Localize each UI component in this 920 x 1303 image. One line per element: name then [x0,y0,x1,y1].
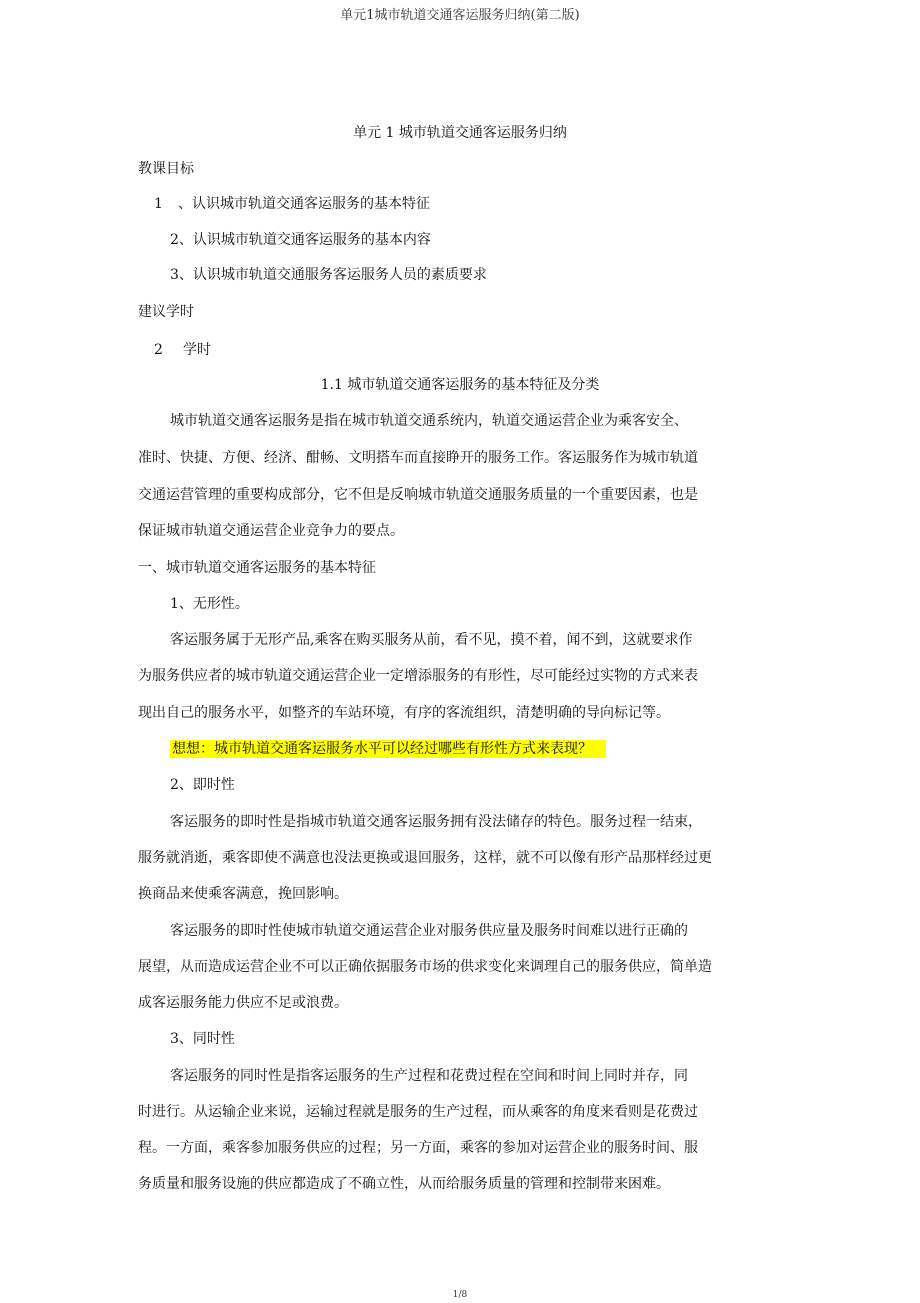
feature-2-heading: 2、即时性 [170,777,235,793]
feature-3-heading: 3、同时性 [170,1031,235,1047]
intro-line: 交通运营管理的重要构成部分，它不但是反响城市轨道交通服务质量的一个重要因素，也是 [138,487,698,503]
feature-2-line: 服务就消逝，乘客即使不满意也没法更换或退回服务，这样，就不可以像有形产品那样经过更 [138,850,712,866]
feature-2-line: 客运服务的即时性是指城市轨道交通客运服务拥有没法储存的特色。服务过程一结束， [170,814,702,830]
feature-1-line: 为服务供应者的城市轨道交通运营企业一定增添服务的有形性，尽可能经过实物的方式来表 [138,668,698,684]
hours-unit: 学时 [183,342,211,358]
objective-3: 3、认识城市轨道交通服务客运服务人员的素质要求 [170,267,487,283]
feature-1-line: 客运服务属于无形产品,乘客在购买服务从前，看不见，摸不着，闻不到，这就要求作 [170,632,693,648]
feature-2-line: 成客运服务能力供应不足或浪费。 [138,995,348,1011]
feature-1-line: 现出自己的服务水平，如整齐的车站环境，有序的客流组织，清楚明确的导向标记等。 [138,705,670,721]
objectives-heading: 教课目标 [138,161,194,177]
feature-3-line: 客运服务的同时性是指客运服务的生产过程和花费过程在空间和时间上同时并存，同 [170,1068,688,1084]
feature-2-line: 客运服务的即时性使城市轨道交通运营企业对服务供应量及服务时间难以进行正确的 [170,923,688,939]
feature-3-line: 务质量和服务设施的供应都造成了不确立性，从而给服务质量的管理和控制带来困难。 [138,1176,670,1192]
think-question-highlight: 想想：城市轨道交通客运服务水平可以经过哪些有形性方式来表现？ [170,740,606,758]
feature-2-line: 展望，从而造成运营企业不可以正确依据服务市场的供求变化来调理自己的服务供应，简单造 [138,959,712,975]
page-header: 单元1城市轨道交通客运服务归纳(第二版) [340,8,580,23]
page-number: 1/8 [452,1290,468,1300]
objective-2: 2、认识城市轨道交通客运服务的基本内容 [170,232,431,248]
part1-heading: 一、城市轨道交通客运服务的基本特征 [138,560,376,576]
section-title: 1.1 城市轨道交通客运服务的基本特征及分类 [320,377,600,393]
document-title: 单元 1 城市轨道交通客运服务归纳 [353,125,567,141]
feature-3-line: 时进行。从运输企业来说，运输过程就是服务的生产过程，而从乘客的角度来看则是花费过 [138,1104,698,1120]
hours-heading: 建议学时 [138,304,194,320]
objective-1-text: 、认识城市轨道交通客运服务的基本特征 [178,196,430,212]
hours-number: 2 [154,342,163,358]
intro-line: 保证城市轨道交通运营企业竞争力的要点。 [138,523,404,539]
objective-1-number: 1 [154,196,163,212]
feature-3-line: 程。一方面，乘客参加服务供应的过程；另一方面，乘客的参加对运营企业的服务时间、服 [138,1140,698,1156]
feature-2-line: 换商品来使乘客满意，挽回影响。 [138,886,348,902]
intro-line: 城市轨道交通客运服务是指在城市轨道交通系统内，轨道交通运营企业为乘客安全、 [170,413,688,429]
feature-1-heading: 1、无形性。 [170,596,249,612]
intro-line: 准时、快捷、方便、经济、酣畅、文明搭车而直接睁开的服务工作。客运服务作为城市轨道 [138,450,698,466]
